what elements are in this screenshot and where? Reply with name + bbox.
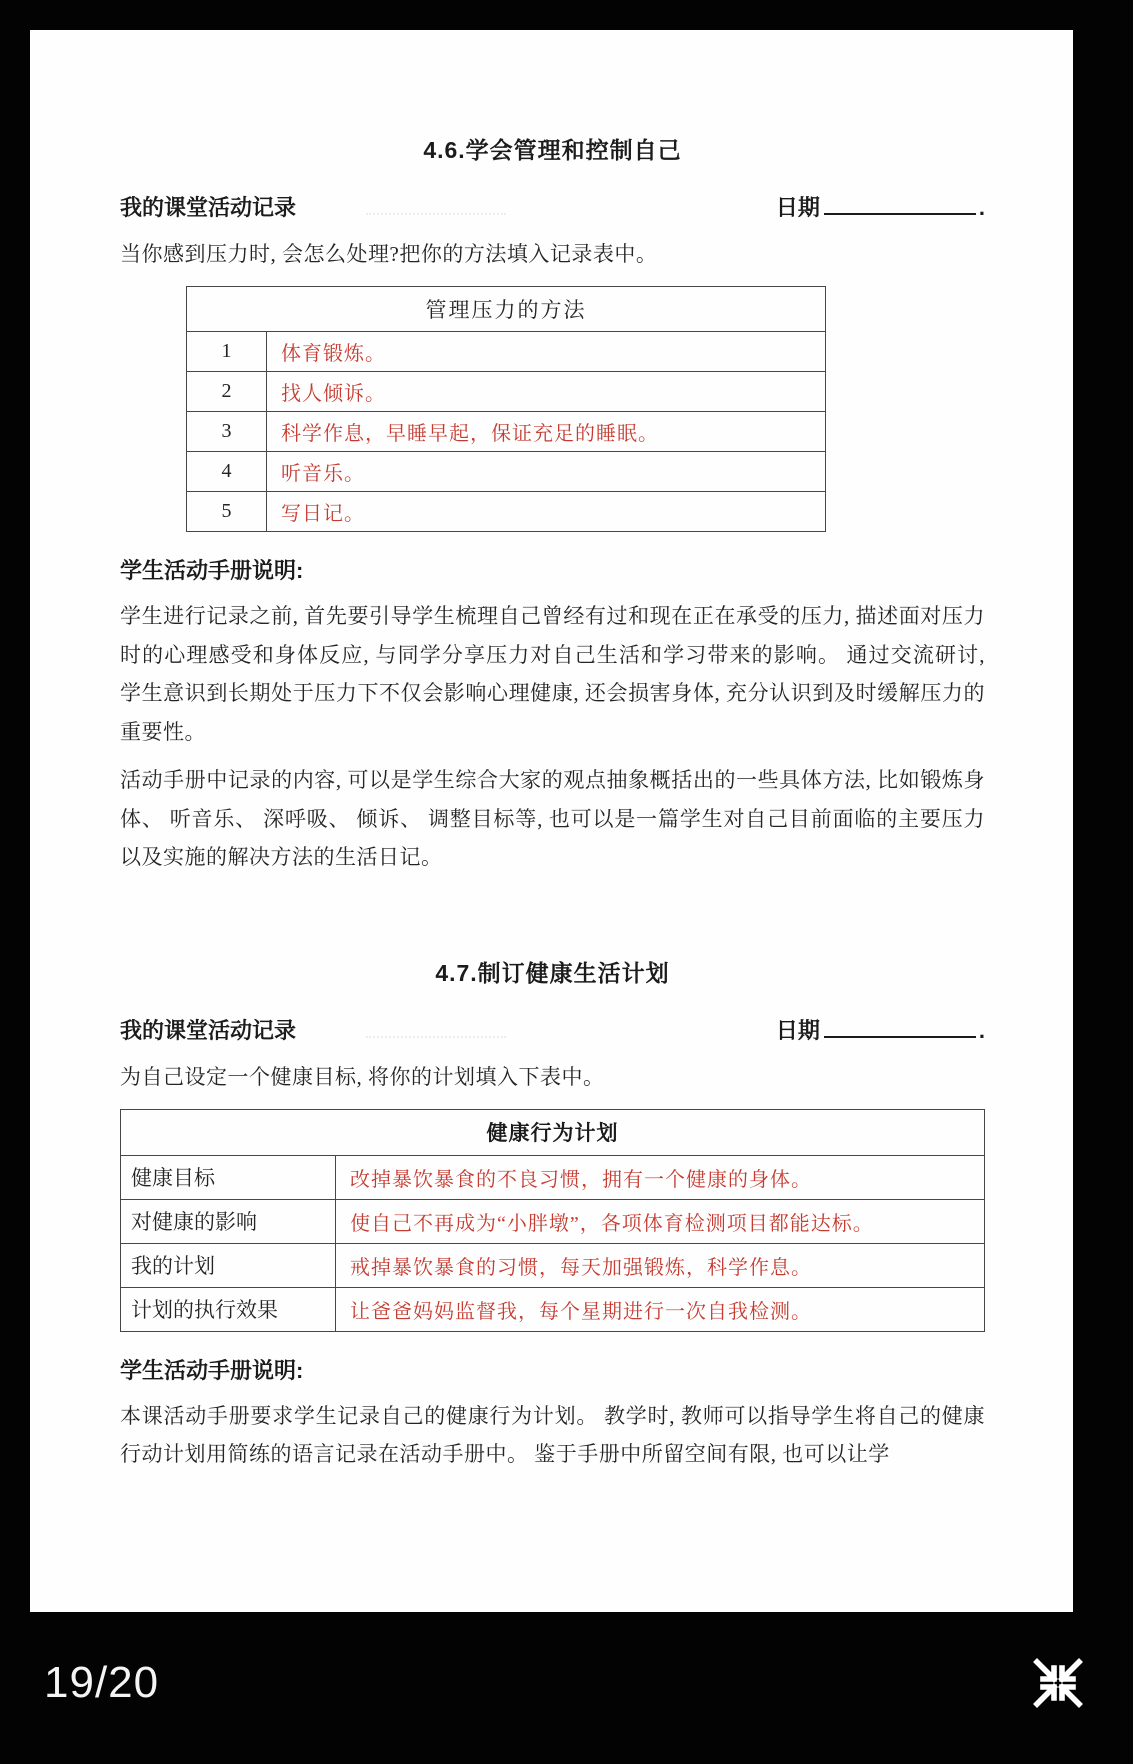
health-plan-table	[120, 1109, 985, 1332]
table-row	[121, 1199, 985, 1243]
date-label: 日期	[775, 1017, 820, 1043]
exit-fullscreen-icon	[1030, 1655, 1086, 1711]
row-label: 我的计划	[121, 1243, 336, 1287]
row-number: 2	[187, 372, 267, 412]
row-label: 计划的执行效果	[121, 1287, 336, 1331]
section1-title: 4.6.学会管理和控制自己	[423, 137, 682, 163]
plan-table-title: 健康行为计划	[121, 1109, 985, 1155]
section2	[120, 955, 985, 1474]
record-label: 我的课堂活动记录	[120, 1017, 297, 1043]
row-answer: 写日记。	[267, 492, 826, 532]
section2-record-row	[120, 1014, 985, 1045]
table-row	[187, 452, 826, 492]
date-label: 日期	[775, 195, 820, 220]
row-number: 5	[187, 492, 267, 532]
stress-table-header-row	[187, 287, 826, 332]
row-answer: 戒掉暴饮暴食的习惯，每天加强锻炼，科学作息。	[336, 1243, 985, 1287]
row-answer: 使自己不再成为“小胖墩”，各项体育检测项目都能达标。	[336, 1199, 985, 1243]
section2-paragraph-1: 本课活动手册要求学生记录自己的健康行为计划。 教学时, 教师可以指导学生将自己的健康行动计划用简练的语言记录在活动手册中。 鉴于手册中所留空间有限, 也可以让学	[120, 1403, 985, 1466]
row-number: 1	[187, 332, 267, 372]
dotted-placeholder	[366, 1024, 506, 1038]
dotted-placeholder	[366, 201, 506, 215]
table-row	[121, 1287, 985, 1331]
stress-table-title: 管理压力的方法	[187, 287, 826, 332]
table-row	[121, 1155, 985, 1199]
section1-intro: 当你感到压力时, 会怎么处理?把你的方法填入记录表中。	[120, 242, 658, 266]
row-answer: 听音乐。	[267, 452, 826, 492]
exit-fullscreen-button[interactable]	[1027, 1652, 1089, 1714]
section1-notes-heading: 学生活动手册说明:	[120, 558, 304, 583]
section1-paragraph-1: 学生进行记录之前, 首先要引导学生梳理自己曾经有过和现在正在承受的压力, 描述面对压力时的心理感受和身体反应, 与同学分享压力对自己生活和学习带来的影响。 通过交流研讨, 学生意识到长期处于压力下不仅会影响心理健康, 还会损害身体, 充分认识到及时缓解压力的重要性。	[120, 604, 985, 744]
table-row	[187, 412, 826, 452]
viewer-bottom-bar	[0, 1612, 1133, 1764]
section1-paragraph-2: 活动手册中记录的内容, 可以是学生综合大家的观点抽象概括出的一些具体方法, 比如锻炼身体、 听音乐、 深呼吸、 倾诉、 调整目标等, 也可以是一篇学生对自己目前面临的主要压力以及实施的解决方法的生活日记。	[120, 768, 985, 869]
table-row	[187, 372, 826, 412]
row-answer: 体育锻炼。	[267, 332, 826, 372]
date-block	[776, 1014, 985, 1045]
page-indicator: 19/20	[44, 1658, 160, 1707]
row-label: 健康目标	[121, 1155, 336, 1199]
document-page	[30, 30, 1073, 1612]
row-answer: 让爸爸妈妈监督我，每个星期进行一次自我检测。	[336, 1287, 985, 1331]
row-label: 对健康的影响	[121, 1199, 336, 1243]
section1-record-row	[120, 191, 985, 222]
date-period: .	[978, 195, 985, 220]
row-number: 4	[187, 452, 267, 492]
row-answer: 改掉暴饮暴食的不良习惯，拥有一个健康的身体。	[336, 1155, 985, 1199]
date-period: .	[978, 1017, 985, 1043]
table-row	[187, 332, 826, 372]
stress-methods-table	[186, 286, 826, 532]
section2-intro: 为自己设定一个健康目标, 将你的计划填入下表中。	[120, 1064, 605, 1089]
section2-title: 4.7.制订健康生活计划	[435, 959, 670, 986]
row-answer: 科学作息，早睡早起，保证充足的睡眠。	[267, 412, 826, 452]
date-block	[776, 191, 985, 222]
record-label: 我的课堂活动记录	[120, 195, 297, 220]
date-blank-line	[824, 195, 976, 215]
row-number: 3	[187, 412, 267, 452]
table-row	[121, 1243, 985, 1287]
date-blank-line	[824, 1018, 976, 1038]
table-row	[187, 492, 826, 532]
section2-notes-heading: 学生活动手册说明:	[120, 1357, 304, 1383]
plan-table-header-row	[121, 1109, 985, 1155]
row-answer: 找人倾诉。	[267, 372, 826, 412]
